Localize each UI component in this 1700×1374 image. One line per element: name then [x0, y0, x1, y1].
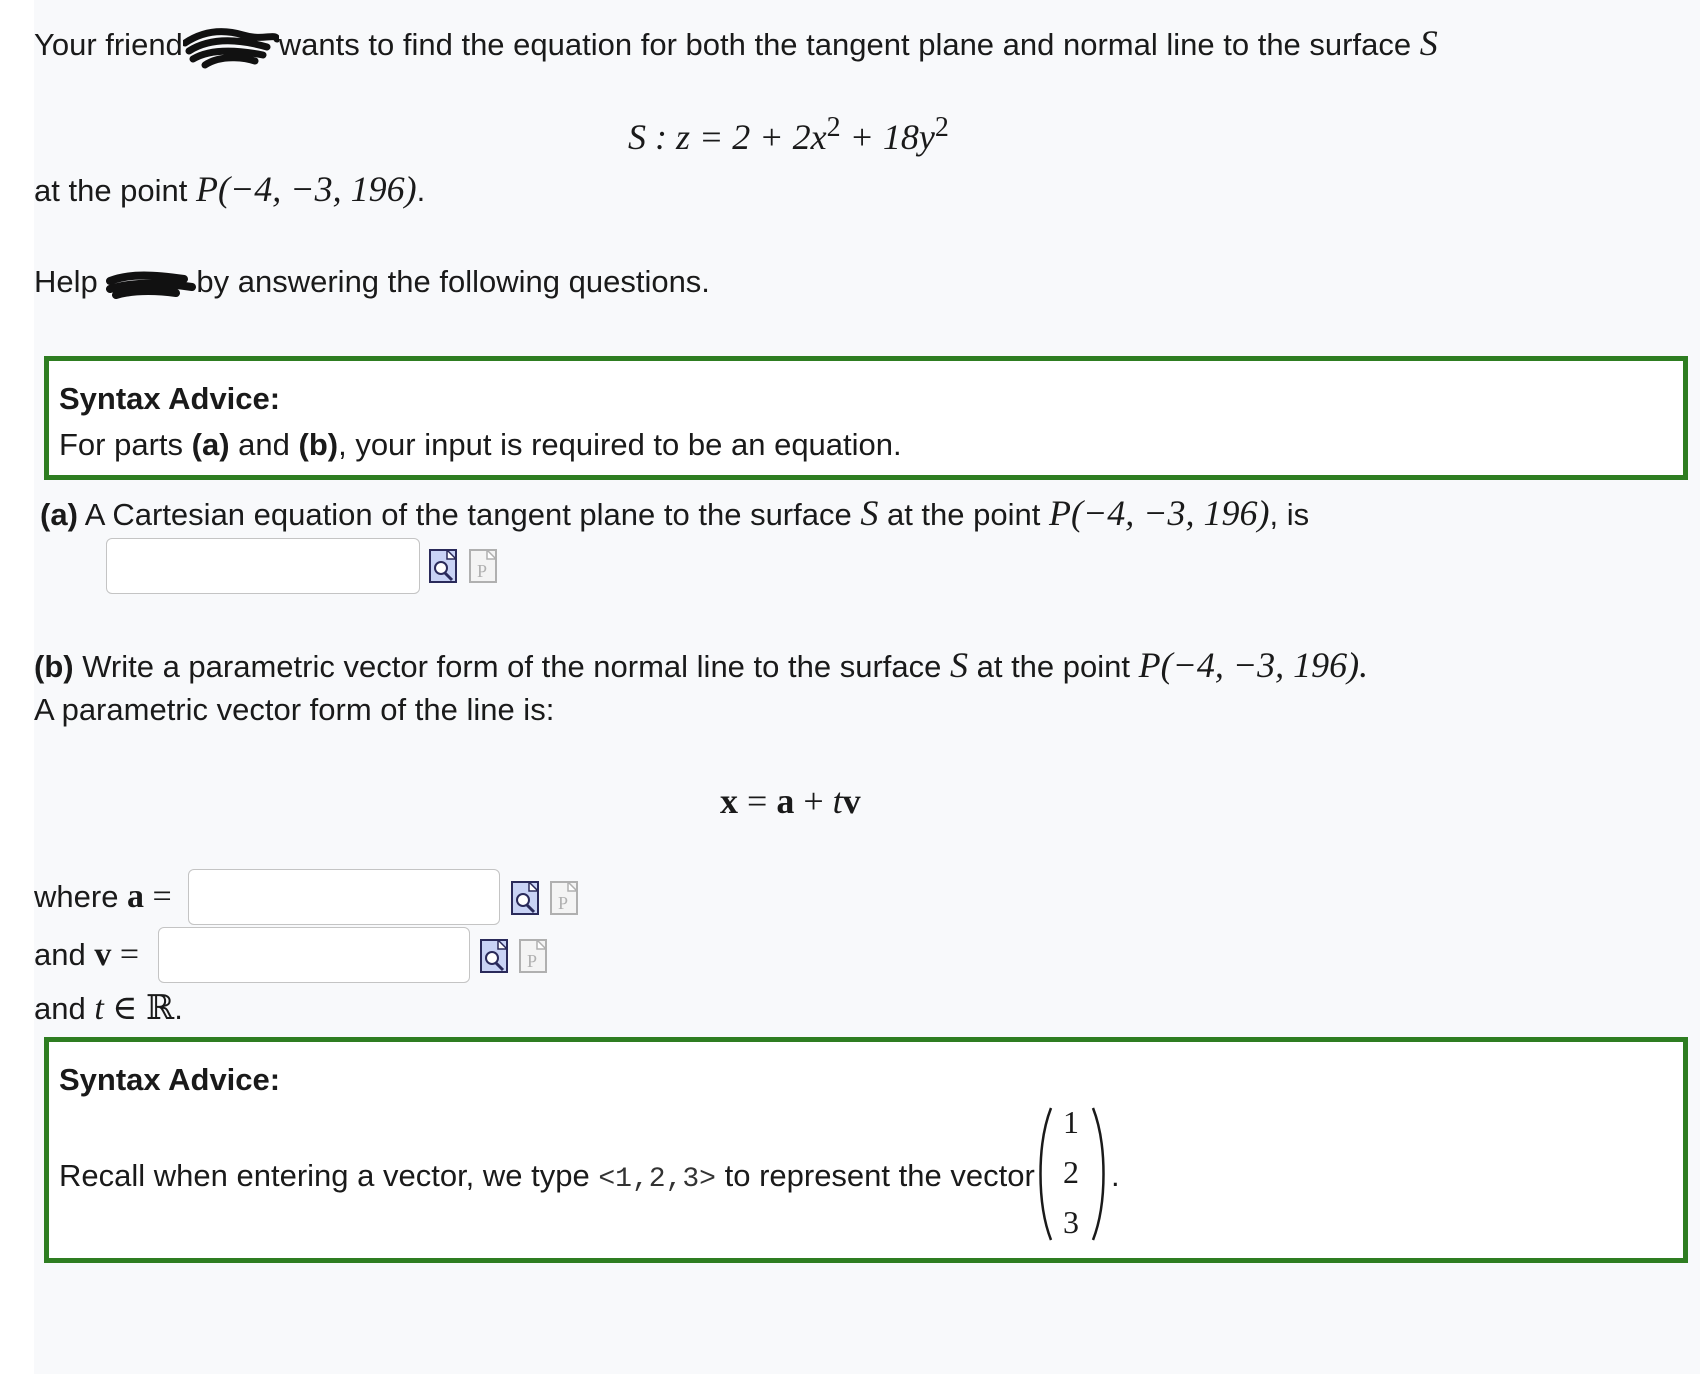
vector-entry: 2 — [1063, 1154, 1079, 1190]
direction-v-answer-input[interactable] — [158, 927, 470, 983]
syntax-advice-heading: Syntax Advice: — [59, 381, 281, 416]
format-p-icon[interactable] — [550, 881, 578, 915]
point-statement: at the point P(−4, −3, 196). — [34, 169, 426, 209]
help-text: Help by answering the following questions. — [34, 264, 710, 299]
preview-magnifier-icon[interactable] — [429, 549, 457, 583]
line-equation: x = a + tv — [720, 781, 861, 821]
vector-period: . — [1111, 1158, 1120, 1193]
problem-page — [34, 0, 1700, 1374]
svg-text:P: P — [558, 893, 569, 913]
preview-magnifier-icon[interactable] — [480, 939, 508, 973]
redaction-scribble — [183, 25, 279, 69]
syntax-advice-box — [44, 1037, 1688, 1263]
vector-entry: 3 — [1063, 1204, 1079, 1240]
part-b-subtitle: A parametric vector form of the line is: — [34, 692, 555, 727]
part-a-question: (a) A Cartesian equation of the tangent plane to the surface S at the point P(−4, −3, 196), is — [40, 493, 1310, 533]
syntax-advice-text: For parts (a) and (b), your input is required to be an equation. — [59, 427, 902, 462]
intro-text: Your friend wants to find the equation for both the tangent plane and normal line to the surface S — [34, 22, 1438, 69]
preview-magnifier-icon[interactable] — [511, 881, 539, 915]
svg-text:P: P — [477, 561, 488, 581]
tangent-plane-answer-input[interactable] — [106, 538, 420, 594]
redaction-scribble — [106, 269, 196, 299]
vector-advice-text: Recall when entering a vector, we type <1,2,3> to represent the vector — [59, 1158, 1035, 1195]
surface-equation: S : $z = 2 + 2x^2 + 18y^2$ — [628, 112, 949, 157]
column-vector — [1037, 1104, 1107, 1244]
part-b-question: (b) Write a parametric vector form of the normal line to the surface S at the point P(−4, −3, 196). — [34, 645, 1369, 685]
vector-syntax-example: <1,2,3> — [598, 1164, 716, 1195]
format-p-icon[interactable] — [469, 549, 497, 583]
format-p-icon[interactable] — [519, 939, 547, 973]
t-domain-text: and t ∈ ℝ. — [34, 990, 183, 1027]
point-a-answer-input[interactable] — [188, 869, 500, 925]
syntax-advice-box — [44, 356, 1688, 480]
svg-text:P: P — [527, 951, 538, 971]
and-v-label: and v = — [34, 936, 140, 973]
where-a-label: where a = — [34, 878, 172, 915]
syntax-advice-heading: Syntax Advice: — [59, 1062, 281, 1097]
vector-entry: 1 — [1063, 1104, 1079, 1140]
